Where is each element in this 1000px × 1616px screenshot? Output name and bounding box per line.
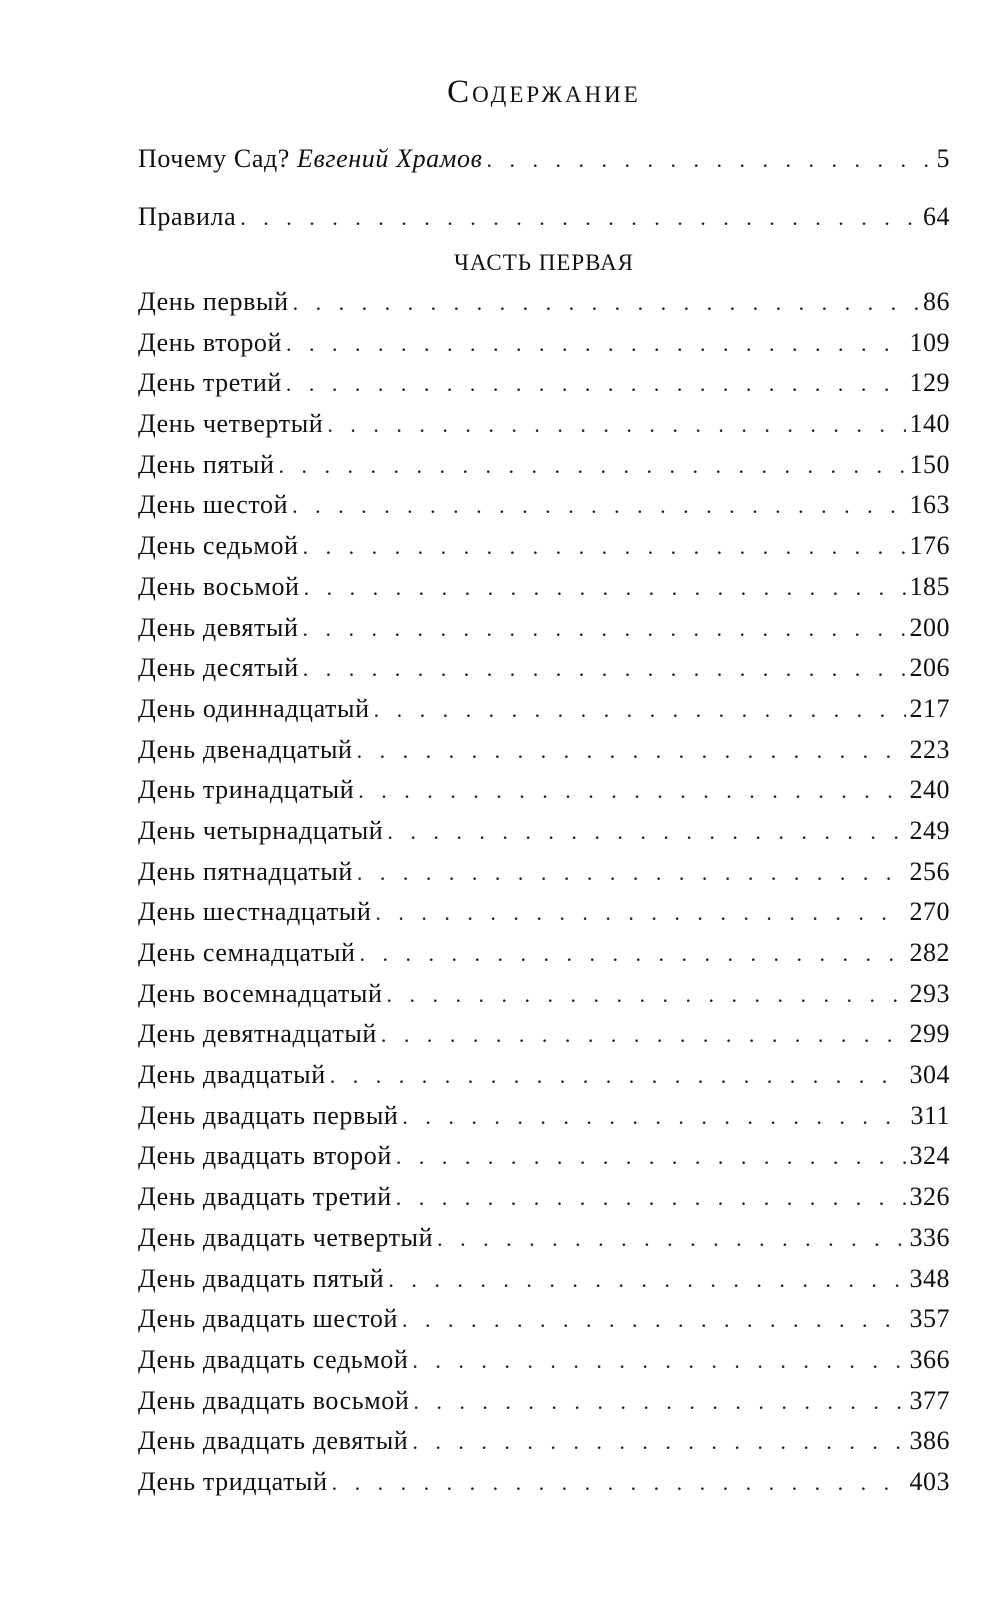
toc-entry-chapter[interactable] (138, 368, 950, 409)
toc-entry-label: День девятнадцатый (138, 1019, 377, 1049)
toc-entry-page: 249 (909, 815, 950, 845)
toc-entry-page: 223 (909, 734, 950, 764)
toc-entry-page: 377 (909, 1385, 950, 1415)
toc-entry-page: 366 (909, 1344, 950, 1374)
leader-dots (357, 736, 906, 766)
toc-entry-chapter[interactable] (138, 572, 950, 613)
toc-entry-chapter[interactable] (138, 979, 950, 1020)
toc-entry-page: 326 (909, 1182, 950, 1212)
toc-entry-label: День девятый (138, 612, 299, 642)
toc-entry-rules[interactable] (138, 202, 950, 243)
leader-dots (330, 1061, 906, 1091)
toc-entry-label: День двадцать восьмой (138, 1385, 410, 1415)
toc-entry-label: День двадцатый (138, 1060, 326, 1090)
leader-dots (292, 491, 905, 521)
toc-entry-label: День восемнадцатый (138, 978, 383, 1008)
toc-entry-page: 129 (909, 368, 950, 398)
toc-entry-label: День двадцать третий (138, 1182, 392, 1212)
leader-dots (360, 939, 906, 969)
toc-entry-label: День седьмой (138, 531, 299, 561)
toc-entry-foreword[interactable] (138, 144, 950, 185)
leader-dots (286, 329, 905, 359)
toc-entry-page: 324 (909, 1141, 950, 1171)
toc-entry-label: День первый (138, 287, 289, 316)
toc-entry-label: День двадцать четвертый (138, 1222, 434, 1252)
toc-entry-page: 282 (909, 938, 950, 967)
toc-entry-label: День двадцать шестой (138, 1304, 398, 1334)
leader-dots (278, 451, 905, 481)
toc-entry-chapter[interactable] (138, 1060, 950, 1101)
leader-dots (303, 532, 906, 562)
toc-entry-label: День двенадцатый (138, 734, 353, 764)
toc-entry-chapter[interactable] (138, 938, 950, 979)
toc-entry-chapter[interactable] (138, 1304, 950, 1345)
toc-entry-label: День четвертый (138, 409, 324, 439)
leader-dots (375, 898, 905, 928)
toc-entry-chapter[interactable] (138, 1386, 950, 1427)
leader-dots (374, 695, 906, 725)
toc-entry-chapter[interactable] (138, 531, 950, 572)
toc-entry-page: 336 (909, 1222, 950, 1252)
toc-entry-page: 86 (923, 287, 950, 316)
toc-entry-chapter[interactable] (138, 816, 950, 857)
toc-entry-label: День четырнадцатый (138, 815, 384, 845)
chapter-list (138, 287, 950, 1508)
leader-dots (388, 1265, 905, 1295)
toc-entry-chapter[interactable] (138, 857, 950, 898)
leader-dots (396, 1142, 906, 1172)
toc-entry-page: 176 (909, 531, 950, 561)
toc-entry-chapter[interactable] (138, 1101, 950, 1142)
toc-entry-label: День третий (138, 368, 282, 398)
leader-dots (381, 1020, 906, 1050)
toc-entry-chapter[interactable] (138, 328, 950, 369)
leader-dots (402, 1102, 906, 1132)
toc-entry-label: Почему Сад? Евгений Храмов (138, 144, 483, 173)
toc-entry-page: 386 (909, 1426, 950, 1456)
toc-entry-page: 150 (909, 449, 950, 479)
toc-entry-page: 270 (909, 897, 950, 927)
leader-dots (412, 1346, 905, 1376)
toc-entry-chapter[interactable] (138, 1141, 950, 1182)
toc-entry-page: 348 (909, 1263, 950, 1293)
leader-dots (293, 288, 919, 318)
toc-entry-label: День пятый (138, 449, 275, 479)
toc-entry-page: 163 (909, 490, 950, 520)
leader-dots (332, 1468, 906, 1498)
toc-entry-label: День двадцать первый (138, 1100, 399, 1130)
toc-entry-page: 217 (909, 693, 950, 723)
toc-entry-chapter[interactable] (138, 775, 950, 816)
page-title: Содержание (447, 74, 641, 110)
leader-dots (303, 654, 906, 684)
toc-entry-label: День тридцатый (138, 1466, 328, 1496)
toc-entry-label: День двадцать второй (138, 1141, 392, 1171)
part-heading: ЧАСТЬ ПЕРВАЯ (453, 250, 635, 275)
toc-entry-page: 64 (923, 202, 950, 231)
toc-entry-label: День двадцать седьмой (138, 1344, 409, 1374)
toc-entry-label: День десятый (138, 653, 299, 683)
toc-entry-chapter[interactable] (138, 694, 950, 735)
toc-entry-label: День шестнадцатый (138, 897, 372, 927)
toc-entry-page: 299 (909, 1019, 950, 1049)
leader-dots (413, 1387, 905, 1417)
toc-entry-label: День пятнадцатый (138, 856, 353, 886)
toc-entry-label: День восьмой (138, 571, 300, 601)
toc-entry-label: День двадцать девятый (138, 1426, 409, 1456)
toc-entry-chapter[interactable] (138, 897, 950, 938)
toc-entry-chapter[interactable] (138, 1426, 950, 1467)
toc-entry-label: День тринадцатый (138, 775, 355, 805)
leader-dots (402, 1305, 906, 1335)
toc-entry-label: День семнадцатый (138, 938, 356, 967)
leader-dots (486, 145, 932, 175)
leader-dots (412, 1427, 905, 1457)
toc-entry-chapter[interactable] (138, 613, 950, 654)
toc-entry-page: 109 (909, 327, 950, 357)
toc-entry-page: 206 (909, 653, 950, 683)
leader-dots (358, 776, 905, 806)
toc-entry-chapter[interactable] (138, 1345, 950, 1386)
toc-entry-label: День второй (138, 327, 283, 357)
toc-entry-page: 357 (909, 1304, 950, 1334)
toc-entry-page: 140 (909, 409, 950, 439)
leader-dots (286, 369, 906, 399)
toc-entry-page: 293 (909, 978, 950, 1008)
leader-dots (437, 1224, 905, 1254)
leader-dots (304, 573, 906, 603)
toc-entry-label: День одиннадцатый (138, 693, 370, 723)
toc-entry-page: 256 (909, 856, 950, 886)
leader-dots (240, 203, 919, 233)
toc-entry-label: День шестой (138, 490, 289, 520)
toc-entry-page: 403 (909, 1466, 950, 1496)
leader-dots (357, 858, 906, 888)
leader-dots (327, 410, 905, 440)
toc-entry-page: 200 (909, 612, 950, 642)
toc-entry-page: 311 (910, 1100, 950, 1130)
leader-dots (386, 980, 905, 1010)
toc-entry-chapter[interactable] (138, 1467, 950, 1508)
toc-entry-page: 5 (936, 144, 950, 173)
toc-entry-chapter[interactable] (138, 653, 950, 694)
leader-dots (302, 614, 905, 644)
toc-entry-label: Правила (138, 202, 237, 231)
toc-entry-chapter[interactable] (138, 1019, 950, 1060)
toc-entry-chapter[interactable] (138, 287, 950, 328)
toc-entry-page: 185 (909, 571, 950, 601)
toc-entry-page: 304 (909, 1060, 950, 1090)
toc-entry-chapter[interactable] (138, 450, 950, 491)
toc-entry-chapter[interactable] (138, 1182, 950, 1223)
toc-entry-chapter[interactable] (138, 735, 950, 776)
leader-dots (387, 817, 905, 847)
leader-dots (396, 1183, 906, 1213)
toc-entry-chapter[interactable] (138, 490, 950, 531)
toc-entry-chapter[interactable] (138, 409, 950, 450)
toc-entry-chapter[interactable] (138, 1264, 950, 1305)
toc-entry-label: День двадцать пятый (138, 1263, 385, 1293)
toc-entry-page: 240 (909, 775, 950, 805)
toc-entry-author: Евгений Храмов (297, 144, 483, 173)
toc-entry-chapter[interactable] (138, 1223, 950, 1264)
